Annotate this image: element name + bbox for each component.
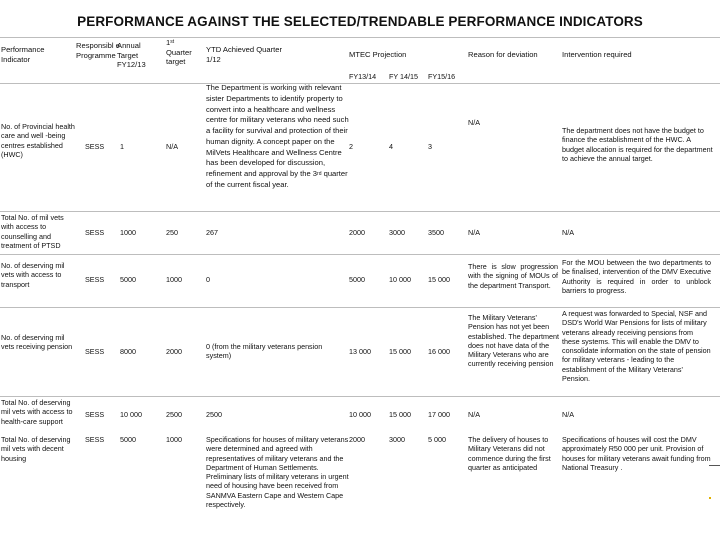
header-ytd: YTD Achieved Quarter 1/12: [206, 45, 282, 64]
row2-fy1: 2000: [349, 228, 365, 237]
row1-fy2: 4: [389, 142, 393, 151]
row4-quarter: 2000: [166, 347, 182, 356]
row1-reason: N/A: [468, 118, 480, 127]
row4-ytd: 0 (from the military veterans pension system): [206, 342, 323, 361]
header-intervention: Intervention required: [562, 50, 632, 59]
row1-fy1: 2: [349, 142, 353, 151]
row3-annual: 5000: [120, 275, 136, 284]
row5-fy1: 10 000: [349, 410, 371, 419]
row5-fy2: 15 000: [389, 410, 411, 419]
row3-intervention: For the MOU between the two departments to be finalised, intervention of the DMV Executive Authority is required in order to unblock barriers to progress.: [562, 258, 711, 295]
row1-intervention: The department does not have the budget to finance the establishment of the HWC. A budget allocation is required for the department to achieve the annual target.: [562, 126, 713, 163]
row-divider: [0, 396, 720, 397]
row5-reason: N/A: [468, 410, 480, 419]
row3-reason: There is slow progression with the signing of MOUs of the department Transport.: [468, 262, 558, 290]
row3-fy1: 5000: [349, 275, 365, 284]
row6-fy1: 2000: [349, 435, 365, 444]
header-fy1: FY13/14: [349, 72, 377, 81]
row4-fy1: 13 000: [349, 347, 371, 356]
row1-ytd: The Department is working with relevant sister Departments to identify property to convert into a healthcare and wellness centre for military veterans who need such a facility for survival and protection of their human dignity. A concept paper on the MilVets Healthcare and Wellness Centre has been developed for discussion, refinement and approval by the 3rd quarter of the current fiscal year.: [206, 83, 349, 189]
row5-annual: 10 000: [120, 410, 142, 419]
edge-dot: [709, 497, 711, 499]
row5-responsible: SESS: [85, 410, 105, 419]
row5-indicator: Total No. of deserving mil vets with access to health-care support: [1, 398, 73, 426]
row6-indicator: Total No. of deserving mil vets with decent housing: [1, 435, 71, 463]
edge-rule: [709, 465, 720, 466]
row4-fy3: 16 000: [428, 347, 450, 356]
row2-reason: N/A: [468, 228, 480, 237]
page-title: PERFORMANCE AGAINST THE SELECTED/TRENDABLE PERFORMANCE INDICATORS: [77, 14, 643, 29]
row2-fy3: 3500: [428, 228, 444, 237]
header-responsible: Responsibl e Programme: [76, 41, 120, 60]
row4-reason: The Military Veterans' Pension has not yet been established. The department does not have data of the Military Veterans who are currently receiving pension: [468, 313, 559, 369]
header-reason: Reason for deviation: [468, 50, 538, 59]
row-divider: [0, 254, 720, 255]
row-divider: [0, 211, 720, 212]
table-top-rule: [0, 37, 720, 38]
row3-ytd: 0: [206, 275, 210, 284]
row1-annual: 1: [120, 142, 124, 151]
header-fy2: FY 14/15: [389, 72, 419, 81]
header-indicator: Performance Indicator: [1, 45, 45, 64]
row6-fy3: 5 000: [428, 435, 446, 444]
row2-ytd: 267: [206, 228, 218, 237]
row5-intervention: N/A: [562, 410, 574, 419]
row1-quarter: N/A: [166, 142, 178, 151]
row4-intervention: A request was forwarded to Special, NSF and DSD's World War Pensions for lists of military veterans already receiving pensions from these systems. This will enable the DMV to consolidate information on the state of pension for military veterans - leading to the establishment of the Military Veterans' Pension.: [562, 309, 711, 384]
row5-fy3: 17 000: [428, 410, 450, 419]
header-annual-target: Annual Target FY12/13: [117, 41, 146, 70]
row6-reason: The delivery of houses to Military Veterans did not commence during the first quarter as anticipated: [468, 435, 551, 472]
row4-indicator: No. of deserving mil vets receiving pension: [1, 333, 73, 352]
row2-intervention: N/A: [562, 228, 574, 237]
row6-quarter: 1000: [166, 435, 182, 444]
header-rule: [0, 83, 720, 84]
row6-annual: 5000: [120, 435, 136, 444]
row3-quarter: 1000: [166, 275, 182, 284]
row1-responsible: SESS: [85, 142, 105, 151]
header-mtec: MTEC Projection: [349, 50, 407, 59]
row3-indicator: No. of deserving mil vets with access to transport: [1, 261, 65, 289]
row3-fy2: 10 000: [389, 275, 411, 284]
row6-fy2: 3000: [389, 435, 405, 444]
row4-responsible: SESS: [85, 347, 105, 356]
row2-fy2: 3000: [389, 228, 405, 237]
row4-annual: 8000: [120, 347, 136, 356]
row2-annual: 1000: [120, 228, 136, 237]
row2-quarter: 250: [166, 228, 178, 237]
row2-responsible: SESS: [85, 228, 105, 237]
row-divider: [0, 307, 720, 308]
row2-indicator: Total No. of mil vets with access to counselling and treatment of PTSD: [1, 213, 64, 250]
row6-intervention: Specifications of houses will cost the DMV approximately R50 000 per unit. Provision of houses for military veterans await funding from National Treasury .: [562, 435, 711, 472]
row5-quarter: 2500: [166, 410, 182, 419]
row3-responsible: SESS: [85, 275, 105, 284]
header-fy3: FY15/16: [428, 72, 456, 81]
row3-fy3: 15 000: [428, 275, 450, 284]
header-quarter-target: 1st Quarter target: [166, 38, 192, 67]
row6-responsible: SESS: [85, 435, 105, 444]
row4-fy2: 15 000: [389, 347, 411, 356]
row1-fy3: 3: [428, 142, 432, 151]
row1-indicator: No. of Provincial health care and well -being centres established (HWC): [1, 122, 75, 159]
row6-ytd: Specifications for houses of military veterans were determined and agreed with representatives of military veterans and the Department of Human Settlements. Preliminary lists of military veterans in urgent need of housing have been received from SANMVA Eastern Cape and Western Cape respectively.: [206, 435, 349, 510]
row5-ytd: 2500: [206, 410, 222, 419]
